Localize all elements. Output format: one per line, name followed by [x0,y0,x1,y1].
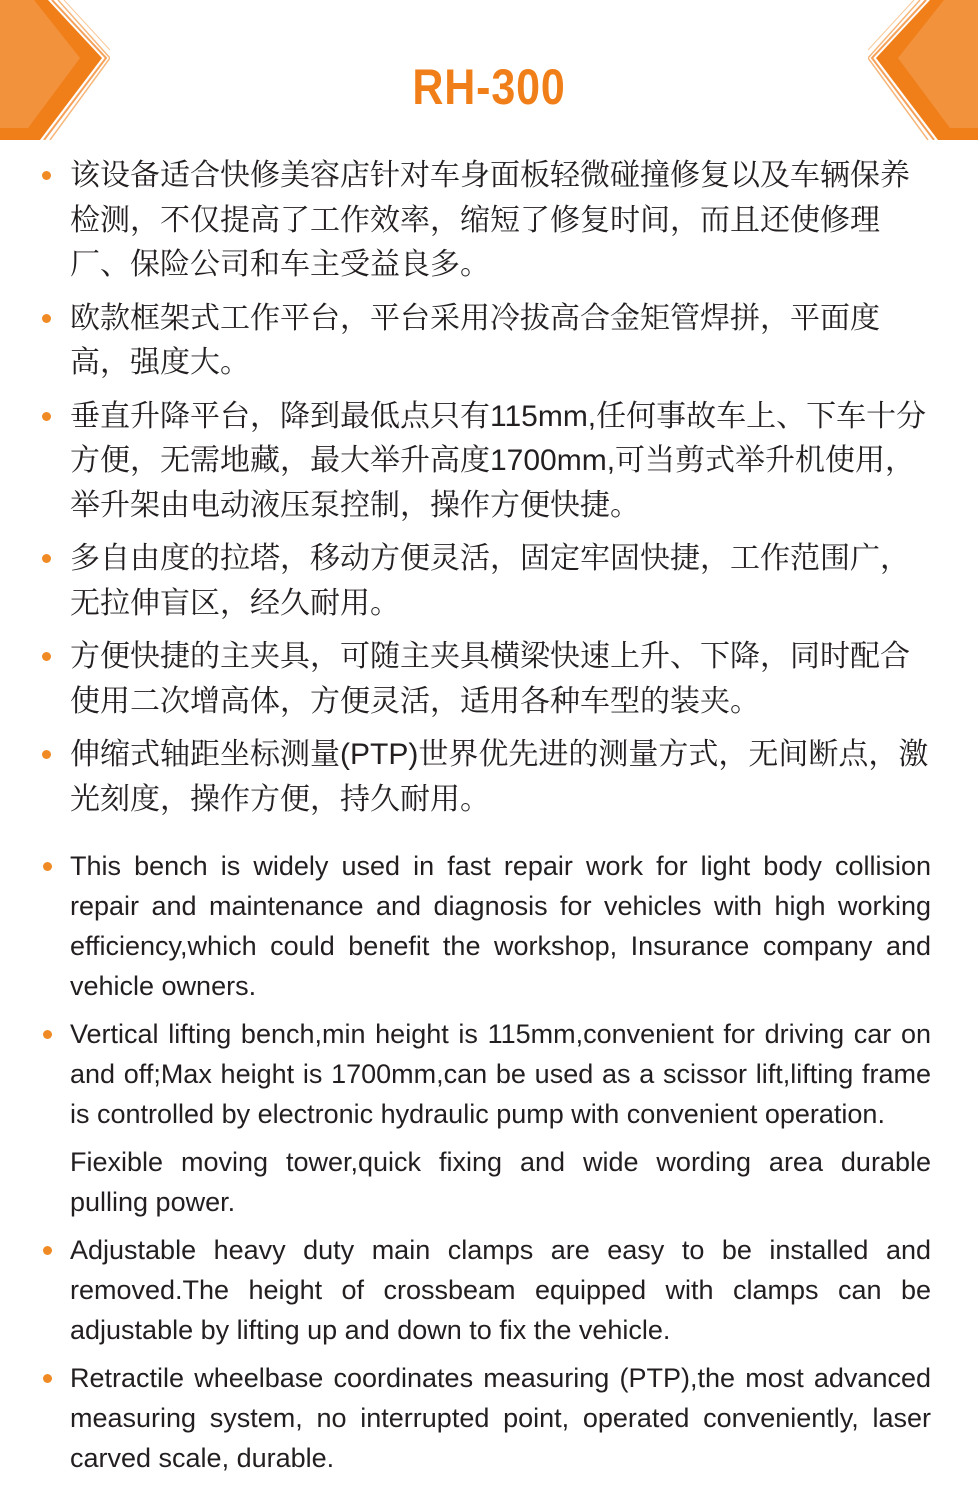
bullet-dot-icon [42,171,51,180]
list-item-text: 该设备适合快修美容店针对车身面板轻微碰撞修复以及车辆保养检测，不仅提高了工作效率，缩短了修复时间，而且还使修理厂、保险公司和车主受益良多。 [70,159,910,281]
list-item-text: 垂直升降平台，降到最低点只有115mm,任何事故车上、下车十分方便，无需地藏，最大举升高度1700mm,可当剪式举升机使用，举升架由电动液压泵控制，操作方便快捷。 [70,399,927,522]
list-item [0,537,930,626]
chinese-feature-list [0,154,978,831]
bullet-dot-icon [43,1246,52,1255]
bullet-dot-icon [42,652,51,661]
list-item [0,635,930,724]
list-item-text: Fiexible moving tower,quick fixing and wide wording area durable pulling power. [70,1147,931,1217]
list-item-text: 伸缩式轴距坐标测量(PTP)世界优先进的测量方式，无间断点，激光刻度，操作方便，持久耐用。 [70,738,929,816]
list-item-text: This bench is widely used in fast repair work for light body collision repair and maintenance and diagnosis for vehicles with high working efficiency,which could benefit the workshop, Insurance company and vehicle owners. [70,851,931,1001]
list-item-text: Retractile wheelbase coordinates measuring (PTP),the most advanced measuring system, no interrupted point, operated conveniently, laser carved scale, durable. [70,1363,931,1473]
bullet-dot-icon [42,412,51,421]
list-item-text: Vertical lifting bench,min height is 115mm,convenient for driving car on and off;Max height is 1700mm,can be used as a scissor lift,lifting frame is controlled by electronic hydraulic pump with convenient operation. [70,1019,931,1129]
list-item-text: 方便快捷的主夹具，可随主夹具横梁快速上升、下降，同时配合使用二次增高体，方便灵活，适用各种车型的装夹。 [70,640,910,718]
page-title: RH-300 [412,59,566,115]
bullet-dot-icon [43,862,52,871]
list-item [0,297,930,386]
bullet-dot-icon [42,554,51,563]
bullet-dot-icon [42,750,51,759]
list-item-text: Adjustable heavy duty main clamps are easy to be installed and removed.The height of crossbeam equipped with clamps can be adjustable by lifting up and down to fix the vehicle. [70,1235,931,1345]
list-item [0,846,931,1006]
bullet-dot-icon [43,1374,52,1383]
bullet-dot-icon [43,1030,52,1039]
bullet-dot-icon [42,314,51,323]
english-feature-list [0,846,978,1486]
list-paragraph [0,1142,931,1222]
list-item [0,1358,931,1478]
list-item [0,154,930,288]
list-item [0,1014,931,1134]
list-item [0,733,930,822]
list-item-text: 欧款框架式工作平台，平台采用冷拔高合金矩管焊拼，平面度高，强度大。 [70,301,880,379]
list-item-text: 多自由度的拉塔，移动方便灵活，固定牢固快捷，工作范围广，无拉伸盲区，经久耐用。 [70,542,910,620]
list-item [0,395,930,529]
list-item [0,1230,931,1350]
